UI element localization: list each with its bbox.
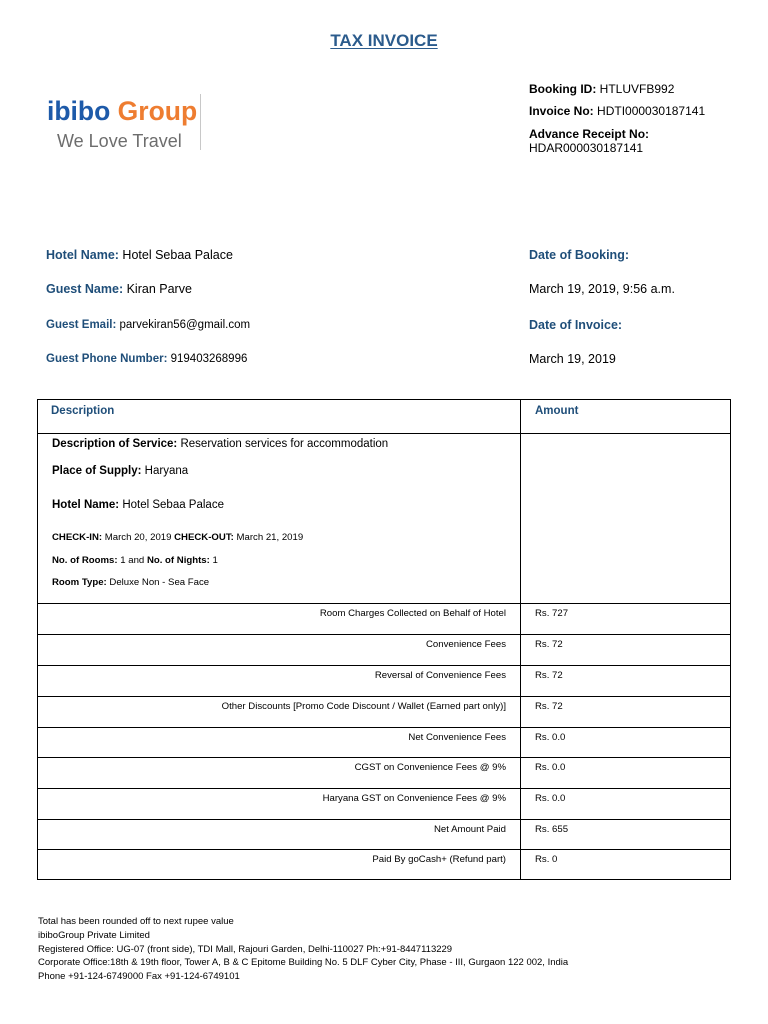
- table-row: [38, 634, 730, 665]
- booking-details-row: [38, 433, 730, 603]
- table-row: [38, 665, 730, 696]
- date-of-booking-value: March 19, 2019, 9:56 a.m.: [529, 282, 675, 296]
- guest-phone-value: 919403268996: [170, 353, 248, 365]
- service-label: Description of Service:: [52, 438, 178, 450]
- row-amount: Rs. 72: [535, 670, 563, 681]
- guest-name-value: Kiran Parve: [126, 282, 192, 296]
- row-description: Net Amount Paid: [38, 820, 521, 849]
- header-description: Description: [38, 400, 521, 433]
- row-description: Other Discounts [Promo Code Discount / Wallet (Earned part only)]: [38, 697, 521, 727]
- header-amount: Amount: [535, 405, 579, 417]
- row-amount: Rs. 0.0: [535, 762, 566, 773]
- place-of-supply-label: Place of Supply:: [52, 465, 142, 477]
- table-row: [38, 727, 730, 757]
- booking-details-amount-cell: [521, 434, 730, 603]
- row-description: Convenience Fees: [38, 635, 521, 665]
- advance-receipt-value: HDAR000030187141: [529, 141, 644, 155]
- check-out-label: CHECK-OUT:: [174, 532, 234, 543]
- booking-id-line: [529, 82, 674, 96]
- room-type-line: [52, 577, 209, 589]
- row-amount: Rs. 72: [535, 639, 563, 650]
- date-of-booking-label: Date of Booking:: [529, 248, 629, 262]
- table-row: [38, 819, 730, 849]
- rooms-label: No. of Rooms:: [52, 555, 118, 566]
- rooms-nights-line: [52, 555, 218, 567]
- table-header-row: [38, 400, 730, 433]
- row-amount: Rs. 655: [535, 824, 569, 835]
- row-description: Net Convenience Fees: [38, 728, 521, 757]
- booking-id-label: Booking ID:: [529, 82, 597, 96]
- row-amount: Rs. 727: [535, 608, 569, 619]
- check-in-value: March 20, 2019: [104, 532, 172, 543]
- guest-phone-line: [46, 351, 247, 367]
- check-in-label: CHECK-IN:: [52, 532, 103, 543]
- room-type-label: Room Type:: [52, 577, 107, 588]
- guest-email-line: [46, 317, 250, 333]
- row-description: Reversal of Convenience Fees: [38, 666, 521, 696]
- footer-line: Phone +91-124-6749000 Fax +91-124-6749101: [38, 971, 240, 982]
- details-hotel-name-value: Hotel Sebaa Palace: [122, 499, 224, 511]
- invoice-table: [37, 399, 731, 880]
- row-amount: Rs. 0.0: [535, 793, 566, 804]
- row-amount: Rs. 0.0: [535, 732, 566, 743]
- service-line: [52, 437, 388, 451]
- nights-label: No. of Nights:: [146, 555, 210, 566]
- guest-email-value: parvekiran56@gmail.com: [119, 319, 251, 331]
- row-description: CGST on Convenience Fees @ 9%: [38, 758, 521, 788]
- hotel-name-line: [46, 247, 233, 263]
- table-row: [38, 603, 730, 634]
- booking-id-value: HTLUVFB992: [599, 82, 675, 96]
- booking-details-cell: [38, 434, 521, 603]
- advance-receipt-block: [529, 127, 649, 155]
- check-in-out-line: [52, 532, 303, 544]
- footer-line: Total has been rounded off to next rupee value: [38, 916, 234, 927]
- guest-name-label: Guest Name:: [46, 282, 124, 296]
- row-description: Paid By goCash+ (Refund part): [38, 850, 521, 879]
- nights-value: 1: [212, 555, 218, 566]
- table-row: [38, 696, 730, 727]
- table-row: [38, 788, 730, 819]
- row-description: Haryana GST on Convenience Fees @ 9%: [38, 789, 521, 819]
- logo-wordmark-group: Group: [117, 96, 198, 126]
- check-out-value: March 21, 2019: [236, 532, 304, 543]
- place-of-supply-line: [52, 464, 188, 478]
- logo-tagline: We Love Travel: [57, 131, 182, 151]
- invoice-title: TAX INVOICE: [330, 31, 438, 50]
- invoice-number-value: HDTI000030187141: [597, 104, 706, 118]
- footer-notes: [38, 915, 568, 984]
- place-of-supply-value: Haryana: [144, 465, 189, 477]
- footer-line: ibiboGroup Private Limited: [38, 929, 150, 941]
- logo-wordmark: [47, 96, 197, 126]
- rooms-value: 1: [120, 555, 126, 566]
- logo-divider: [200, 94, 201, 150]
- guest-email-label: Guest Email:: [46, 319, 117, 331]
- date-of-invoice-label: Date of Invoice:: [529, 318, 623, 332]
- advance-receipt-label: Advance Receipt No:: [529, 127, 650, 141]
- row-amount: Rs. 72: [535, 701, 563, 712]
- details-hotel-name-line: [52, 498, 224, 512]
- service-value: Reservation services for accommodation: [180, 438, 389, 450]
- invoice-number-line: [529, 104, 705, 118]
- hotel-name-label: Hotel Name:: [46, 248, 119, 262]
- guest-name-line: [46, 281, 192, 297]
- logo-wordmark-ibibo: ibibo: [47, 96, 111, 126]
- guest-phone-label: Guest Phone Number:: [46, 353, 168, 365]
- table-row: [38, 757, 730, 788]
- invoice-number-label: Invoice No:: [529, 104, 594, 118]
- row-description: Room Charges Collected on Behalf of Hotel: [38, 604, 521, 634]
- room-type-value: Deluxe Non - Sea Face: [109, 577, 210, 588]
- row-amount: Rs. 0: [535, 854, 558, 865]
- rooms-nights-connector: and: [128, 555, 145, 566]
- hotel-name-value: Hotel Sebaa Palace: [122, 248, 233, 262]
- details-hotel-name-label: Hotel Name:: [52, 499, 120, 511]
- date-of-invoice-value: March 19, 2019: [529, 352, 616, 366]
- footer-line: Corporate Office:18th & 19th floor, Tower A, B & C Epitome Building No. 5 DLF Cyber City, Phase - III, Gurgaon 122 002, India: [38, 957, 569, 969]
- footer-line: Registered Office: UG-07 (front side), TDI Mall, Rajouri Garden, Delhi-110027 Ph:+91-8447113229: [38, 943, 453, 955]
- table-row: [38, 849, 730, 879]
